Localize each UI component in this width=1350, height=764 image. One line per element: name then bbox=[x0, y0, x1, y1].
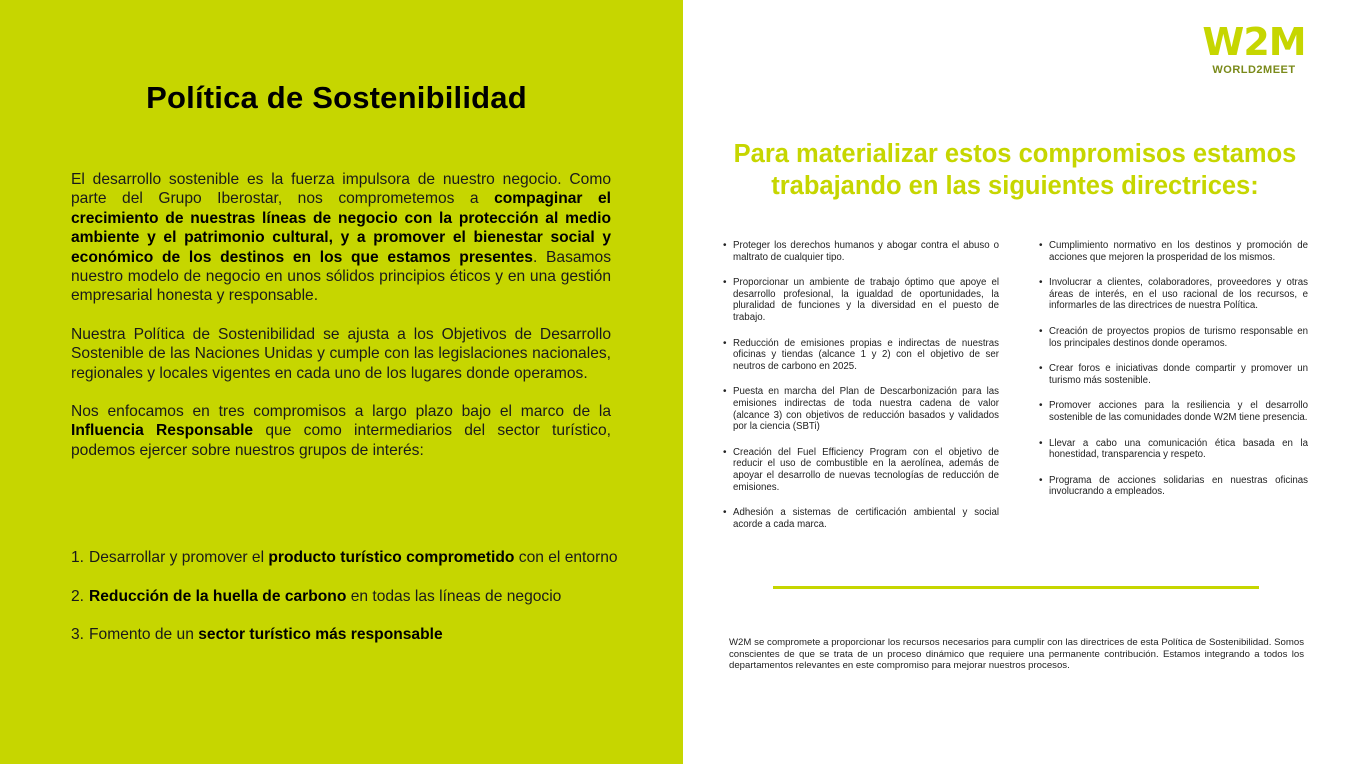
directives-heading bbox=[723, 138, 1307, 202]
commitment-pre: Fomento de un bbox=[89, 626, 199, 643]
directive-item: • Cumplimiento normativo en los destinos y promoción de acciones que mejoren la prosperidad de los mismos. bbox=[1039, 240, 1308, 263]
commitment-item bbox=[71, 548, 621, 568]
commitment-text bbox=[89, 625, 443, 645]
directive-item: • Involucrar a clientes, colaboradores, proveedores y otras áreas de interés, en el uso racional de los recursos, e informarles de las directrices de nuestra Política. bbox=[1039, 277, 1308, 312]
directive-item: • Crear foros e iniciativas donde compartir y promover un turismo más sostenible. bbox=[1039, 363, 1308, 386]
w2m-logo bbox=[1198, 22, 1310, 80]
directive-item: • Creación del Fuel Efficiency Program con el objetivo de reducir el uso de combustible en la aerolínea, además de apoyar el desarrollo de nuevas tecnologías de reducción de emisiones. bbox=[723, 447, 999, 493]
directive-item: • Creación de proyectos propios de turismo responsable en los principales destinos donde operamos. bbox=[1039, 326, 1308, 349]
directive-item: • Proteger los derechos humanos y abogar contra el abuso o maltrato de cualquier tipo. bbox=[723, 240, 999, 263]
commitment-pre: Desarrollar y promover el bbox=[89, 549, 269, 566]
directive-item: • Reducción de emisiones propias e indirectas de nuestras oficinas y tiendas (alcance 1 y 2) con el objetivo de ser neutros de carbono en 2025. bbox=[723, 338, 999, 373]
commitment-number: 1. bbox=[71, 549, 85, 566]
directive-item: • Puesta en marcha del Plan de Descarbonización para las emisiones indirectas de toda nuestra cadena de valor (alcance 3) con objetivos de reducción basados y validados por la ciencia (SBTi) bbox=[723, 386, 999, 432]
heading-line-1: Para materializar estos compromisos estamos bbox=[733, 140, 1297, 168]
directives-column-right bbox=[1039, 240, 1308, 498]
divider-line bbox=[773, 586, 1259, 589]
p3-bold: Influencia Responsable bbox=[71, 422, 254, 440]
p1-bold: compaginar el crecimiento de nuestras líneas de negocio con la protección al medio ambiente y el patrimonio cultural, y a promover el bienestar social y económico de los destinos en los que estamos presentes bbox=[71, 190, 611, 266]
intro-paragraph-3 bbox=[71, 402, 611, 460]
intro-paragraph-1 bbox=[71, 170, 611, 306]
commitment-number: 3. bbox=[71, 626, 85, 643]
directive-item: • Proporcionar un ambiente de trabajo óptimo que apoye el desarrollo profesional, la igualdad de oportunidades, la pluralidad de funciones y la diversidad en el puesto de trabajo. bbox=[723, 277, 999, 323]
commitment-item bbox=[71, 625, 621, 645]
commitment-item bbox=[71, 587, 621, 607]
p3-text-a: Nos enfocamos en tres compromisos a largo plazo bajo el marco de la bbox=[71, 403, 611, 421]
logo-wordmark: WORLD2MEET bbox=[1212, 64, 1296, 76]
p1-text-b: . Basamos nuestro modelo de negocio en unos sólidos principios éticos y en una gestión empresarial honesta y responsable. bbox=[71, 248, 611, 305]
directive-item: • Programa de acciones solidarias en nuestras oficinas involucrando a empleados. bbox=[1039, 475, 1308, 498]
commitment-number: 2. bbox=[71, 587, 85, 605]
commitment-bold: producto turístico comprometido bbox=[268, 549, 515, 566]
p1-text-a: El desarrollo sostenible es la fuerza impulsora de nuestro negocio. Como parte del Grupo Iberostar, nos comprometemos a bbox=[71, 171, 611, 208]
logo-mark: W2M bbox=[1202, 20, 1306, 64]
directive-item: • Promover acciones para la resiliencia y el desarrollo sostenible de las comunidades donde W2M tiene presencia. bbox=[1039, 400, 1308, 423]
commitment-bold: Reducción de la huella de carbono bbox=[89, 587, 347, 605]
intro-text bbox=[71, 170, 611, 479]
page-title: Política de Sostenibilidad bbox=[146, 80, 527, 115]
p3-text-b: que como intermediarios del sector turístico, podemos ejercer sobre nuestros grupos de interés: bbox=[71, 422, 611, 459]
footer-note: W2M se compromete a proporcionar los recursos necesarios para cumplir con las directrices de esta Política de Sostenibilidad. Somos conscientes de que se trata de un proceso dinámico que requiere una permanente contribución. Estamos integrando a todos los departamentos relevantes en este compromiso para mejorar nuestros procesos. bbox=[729, 637, 1304, 672]
commitment-post: con el entorno bbox=[514, 549, 618, 566]
directive-item: • Adhesión a sistemas de certificación ambiental y social acorde a cada marca. bbox=[723, 507, 999, 530]
commitment-post: en todas las líneas de negocio bbox=[346, 587, 562, 605]
commitment-bold: sector turístico más responsable bbox=[198, 626, 443, 643]
heading-line-2: trabajando en las siguientes directrices: bbox=[771, 172, 1259, 200]
directives-column-left bbox=[723, 240, 999, 530]
commitment-text bbox=[89, 548, 618, 568]
commitment-text bbox=[89, 587, 561, 607]
intro-paragraph-2: Nuestra Política de Sostenibilidad se ajusta a los Objetivos de Desarrollo Sostenible de las Naciones Unidas y cumple con las legislaciones nacionales, regionales y locales vigentes en cada uno de los lugares donde operamos. bbox=[71, 325, 611, 382]
commitments-list bbox=[71, 548, 621, 664]
directive-item: • Llevar a cabo una comunicación ética basada en la honestidad, transparencia y respeto. bbox=[1039, 438, 1308, 461]
